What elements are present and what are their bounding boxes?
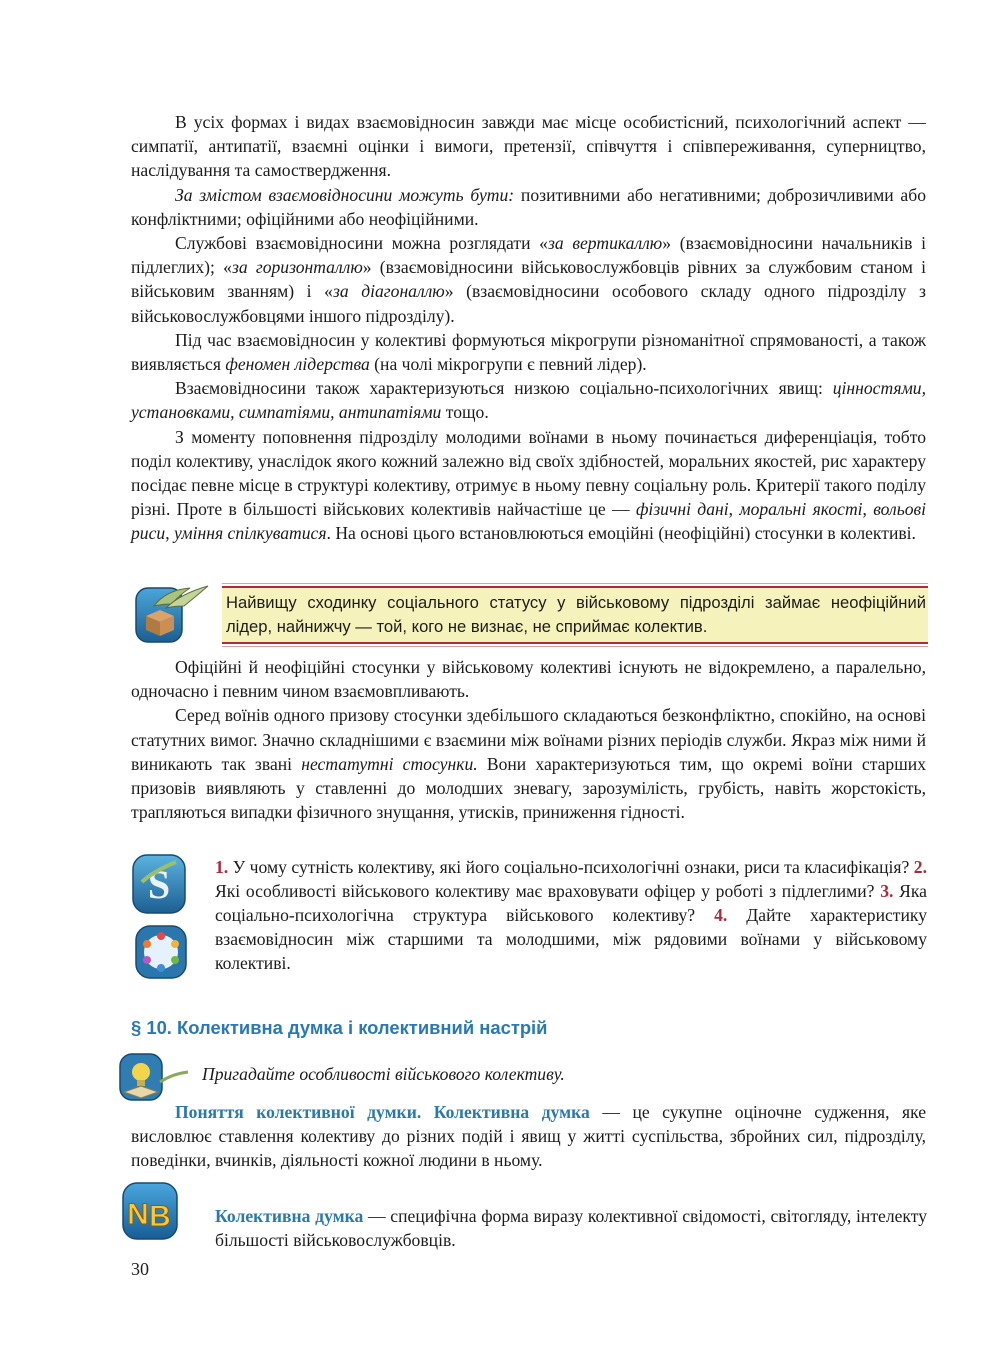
text-run: за горизонталлю	[231, 257, 363, 278]
definition-paragraph	[131, 1100, 926, 1173]
text-run: (на чолі мікрогрупи є певний лідер).	[369, 354, 647, 375]
text-run: » (взаємовідносини начальників і підлеглих); «	[131, 233, 926, 278]
review-questions	[215, 855, 927, 975]
term: Колективна думка	[215, 1205, 364, 1226]
paragraph-p2	[131, 183, 926, 231]
question-number: 4.	[714, 905, 728, 925]
text-run: Взаємовідносини також характеризуються низкою соціально-психологічних явищ:	[175, 378, 833, 399]
checkmark-s-icon	[130, 852, 188, 922]
text-run: . На основі цього встановлюються емоційні (неофіційні) стосунки в колективі.	[326, 523, 916, 544]
text-run: Серед воїнів одного призову стосунки здебільшого складаються безконфліктно, спокійно, на основі статутних вимог. Значно складнішими є взаємини між воїнами різних періодів служби. Якраз між ними й виникають так звані	[131, 705, 926, 774]
svg-text:B: B	[149, 1200, 171, 1233]
term: Поняття колективної думки. Колективна думка	[175, 1102, 590, 1122]
nb-definition	[215, 1186, 927, 1270]
people-circle-icon	[134, 924, 188, 986]
text-run: Офіційні й неофіційні стосунки у військовому колективі існують не відокремлено, а паралельно, одночасно і певним чином взаємовпливають.	[131, 657, 926, 702]
paragraph-p6	[131, 425, 926, 546]
paragraph-p7	[131, 655, 926, 703]
recall-prompt: Пригадайте особливості військового колективу.	[202, 1064, 565, 1084]
question-number: 3.	[880, 881, 894, 901]
text-run: моральні якості	[739, 499, 863, 520]
key-fact-callout	[130, 580, 930, 648]
text-run: З моменту поповнення підрозділу молодими воїнами в ньому починається диференціація, тобто поділ колективу, унаслідок якого кожний залежно від своїх здібностей, моральних якостей, рис характеру посідає певне місце в структурі колективу, отримує в ньому певну соціальну роль. Критерії такого поділу різні. Проте в більшості військових колективів найчастіше це —	[131, 426, 926, 520]
birds-box-icon	[132, 582, 212, 652]
question-number: 1.	[215, 857, 229, 877]
text-run: нестатутні стосунки.	[301, 753, 478, 774]
paragraph-p8	[131, 703, 926, 824]
term-definition: — специфічна форма виразу колективної свідомості, світогляду, інтелекту більшості військовослужбовців.	[215, 1205, 927, 1251]
term-paragraph	[215, 1204, 927, 1253]
body-text-middle	[131, 655, 926, 824]
callout-text: Найвищу сходинку соціального статусу у військовому підрозділі займає неофіційний лідер, найнижчу — той, кого не визнає, не сприймає колектив.	[226, 593, 926, 636]
text-run: За змістом взаємовідносини можуть бути:	[175, 184, 515, 205]
text-run: феномен лідерства	[225, 354, 370, 375]
text-run: Вони характеризуються тим, що окремі воїни старших призовів виявляють у ставленні до молодших зневагу, зарозумілість, грубість, навіть жорстокість, трапляються випадки фізичного знущання, утисків, приниження гідності.	[131, 753, 926, 823]
svg-text:N: N	[127, 1198, 149, 1231]
body-text-top	[131, 110, 926, 546]
text-run: фізичні дані	[635, 499, 729, 520]
term-definition: — це сукупне оціночне судження, яке висловлює ставлення колективу до різних подій і явищ у житті суспільства, збройних сил, підрозділу, поведінки, вчинків, діяльності кожної людини в ньому.	[131, 1102, 927, 1171]
paragraph-p5	[131, 376, 926, 424]
question-text: Яка соціально-психологічна структура військового колективу?	[215, 881, 927, 925]
text-run: » (взаємовідносини особового складу одного підрозділу з військовослужбовцями іншого підрозділу).	[131, 281, 926, 326]
text-run: цінностями, установками, симпатіями, антипатіями	[131, 378, 926, 423]
text-run: тощо.	[441, 402, 489, 423]
svg-text:S: S	[147, 862, 171, 907]
text-run: » (взаємовідносини військовослужбовців рівних за службовим станом і військовим званням) і «	[131, 257, 927, 302]
text-run: уміння спілкуватися	[174, 523, 327, 544]
text-run: позитивними або негативними; доброзичливими або конфліктними; офіційними або неофіційними.	[131, 184, 926, 229]
text-run: за діагоналлю	[332, 281, 445, 302]
paragraph-p1	[131, 110, 926, 183]
text-run: ,	[728, 499, 740, 520]
question-text: Які особливості військового колективу має враховувати офіцер у роботі з підлеглими?	[215, 881, 881, 901]
paragraph-p3	[131, 231, 926, 328]
section-title: § 10. Колективна думка і колективний настрій	[131, 1017, 548, 1038]
text-run: В усіх формах і видах взаємовідносин завжди має місце особистісний, психологічний аспект — симпатії, антипатії, взаємні оцінки і вимоги, претензії, співчуття і співпереживання, суперництво, наслідування та самоствердження.	[131, 112, 926, 181]
question-number: 2.	[913, 857, 927, 877]
text-run: ,	[862, 499, 874, 520]
text-run: вольові риси	[131, 499, 927, 544]
paragraph-p4	[131, 328, 926, 376]
page-number: 30	[131, 1259, 149, 1279]
question-text: Дайте характеристику взаємовідносин між старшими та молодшими, між рядовими воїнами у військовому колективі.	[215, 905, 927, 973]
text-run: Під час взаємовідносин у колективі формуються мікрогрупи різноманітної спрямованості, а також виявляється	[131, 329, 926, 375]
nota-bene-icon	[120, 1180, 180, 1248]
text-run: ,	[165, 523, 174, 544]
text-run: Службові взаємовідносини можна розглядати «	[175, 233, 548, 254]
question-text: У чому сутність колективу, які його соціально-психологічні ознаки, риси та класифікація?	[228, 857, 914, 877]
term-paragraph	[131, 1100, 926, 1173]
text-run: за вертикаллю	[547, 233, 663, 254]
